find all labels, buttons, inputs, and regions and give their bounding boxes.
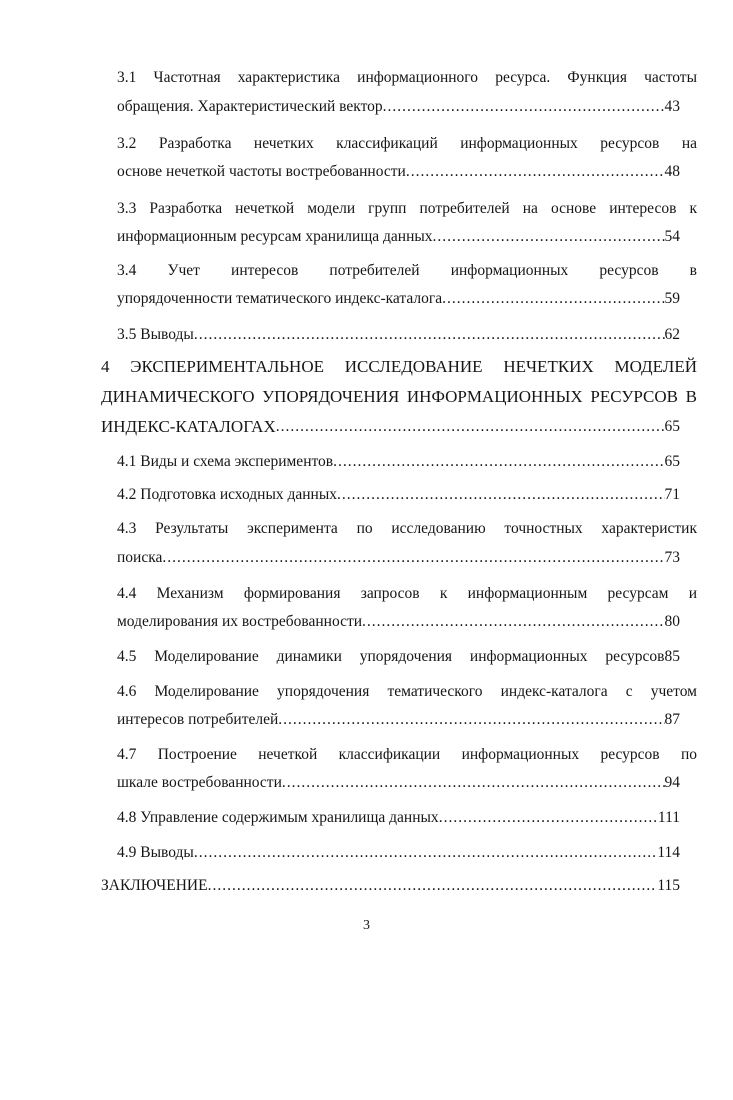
toc-entry-title-cont: моделирования их востребованности	[117, 613, 363, 630]
leader-dots	[337, 485, 664, 505]
toc-entry-title-cont: обращения. Характеристический вектор	[117, 98, 383, 115]
leader-dots	[162, 548, 664, 568]
toc-entry-title: 3.2 Разработка нечетких классификаций информационных ресурсов на	[117, 135, 697, 152]
leader-dots	[278, 710, 664, 730]
toc-entry-title-cont: информационным ресурсам хранилища данных	[117, 228, 433, 245]
toc-entry-title: 4.4 Механизм формирования запросов к информационным ресурсам и	[117, 585, 697, 602]
toc-page-number: 114	[657, 844, 680, 861]
toc-entry-title: 4.9 Выводы	[117, 844, 194, 861]
toc-chapter-title: 4 ЭКСПЕРИМЕНТАЛЬНОЕ ИССЛЕДОВАНИЕ НЕЧЕТКИХ МОДЕЛЕЙ	[101, 357, 697, 376]
toc-entry-title: 4.8 Управление содержимым хранилища данных	[117, 809, 439, 826]
toc-page-number: 59	[664, 290, 680, 307]
toc-page-number: 115	[657, 877, 680, 894]
leader-dots	[442, 289, 664, 309]
toc-entry-title: 4.1 Виды и схема экспериментов	[117, 453, 334, 470]
toc-page-number: 111	[657, 809, 680, 826]
toc-entry-title: 4.3 Результаты эксперимента по исследованию точностных характеристик	[117, 520, 697, 537]
leader-dots	[439, 808, 658, 828]
leader-dots	[333, 452, 664, 472]
toc-entry-title: 3.1 Частотная характеристика информационного ресурса. Функция частоты	[117, 69, 697, 86]
leader-dots	[433, 227, 665, 247]
leader-dots	[282, 773, 665, 793]
toc-entry-title-cont: шкале востребованности	[117, 774, 282, 791]
leader-dots	[383, 97, 665, 117]
leader-dots	[276, 417, 665, 437]
toc-page-number: 54	[664, 228, 680, 245]
toc-entry-title: 3.4 Учет интересов потребителей информационных ресурсов в	[117, 262, 697, 279]
toc-entry-title-cont: поиска	[117, 549, 163, 566]
leader-dots	[194, 325, 665, 345]
leader-dots	[406, 162, 665, 182]
toc-entry-title-cont: основе нечеткой частоты востребованности	[117, 163, 406, 180]
toc-page-number: 62	[664, 326, 680, 343]
toc-page-number: 80	[664, 613, 680, 630]
toc-chapter-title-cont: ДИНАМИЧЕСКОГО УПОРЯДОЧЕНИЯ ИНФОРМАЦИОННЫХ РЕСУРСОВ В	[101, 387, 697, 406]
toc-page-number: 65	[664, 418, 680, 435]
toc-entry-title: 4.7 Построение нечеткой классификации информационных ресурсов по	[117, 746, 697, 763]
leader-dots	[208, 876, 658, 896]
toc-entry-title: ЗАКЛЮЧЕНИЕ	[101, 877, 208, 894]
page-number: 3	[363, 918, 370, 933]
toc-page-number: 71	[664, 486, 680, 503]
toc-page-number: 94	[664, 774, 680, 791]
leader-dots	[362, 612, 664, 632]
toc-entry-title: 3.5 Выводы	[117, 326, 194, 343]
leader-dots	[194, 843, 657, 863]
toc-page-number: 87	[664, 711, 680, 728]
toc-entry-title: 3.3 Разработка нечеткой модели групп потребителей на основе интересов к	[117, 200, 697, 217]
toc-page-number: 65	[664, 453, 680, 470]
toc-page-number: 48	[664, 163, 680, 180]
toc-entry-title-cont: интересов потребителей	[117, 711, 279, 728]
toc-chapter-title-cont: ИНДЕКС-КАТАЛОГАХ	[101, 417, 276, 436]
toc-entry-title: 4.5 Моделирование динамики упорядочения информационных ресурсов85	[117, 648, 680, 665]
toc-page-number: 43	[664, 98, 680, 115]
toc-page-number: 73	[664, 549, 680, 566]
toc-entry-title-cont: упорядоченности тематического индекс-каталога	[117, 290, 443, 307]
toc-entry-title: 4.6 Моделирование упорядочения тематического индекс-каталога с учетом	[117, 683, 697, 700]
toc-entry-title: 4.2 Подготовка исходных данных	[117, 486, 338, 503]
